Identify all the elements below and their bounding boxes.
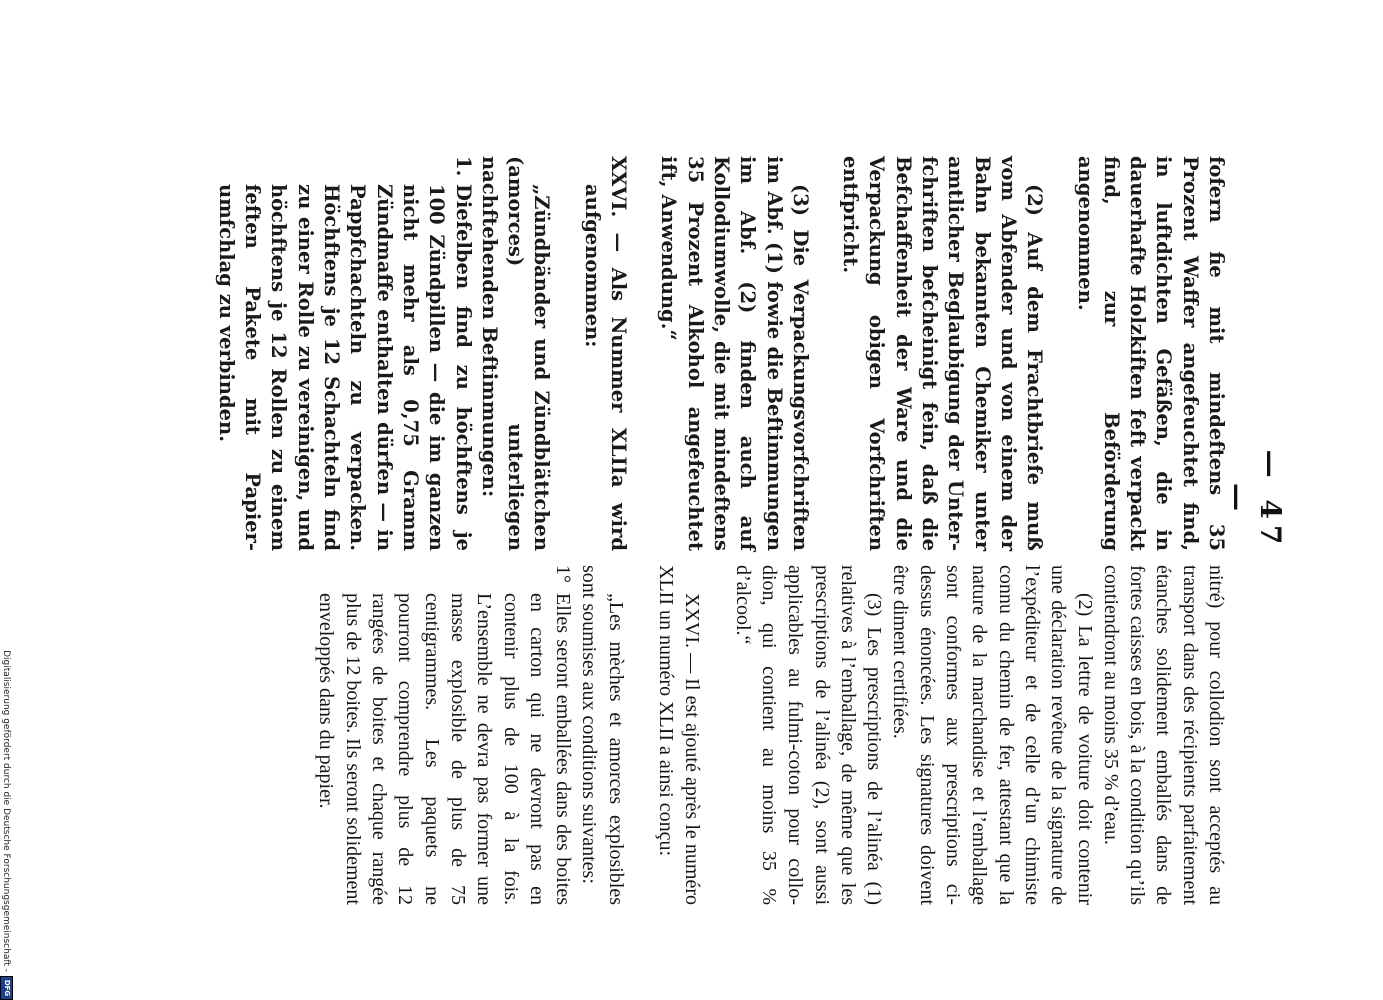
german-paragraph-5: „Zündbänder und Zündblättchen (amorces) unterliegen nachftehenden Beftimmungen: <box>477 156 554 551</box>
dfg-logo-icon: DFG <box>0 976 13 1000</box>
german-item-number: 1. <box>451 156 475 177</box>
french-column <box>313 565 1229 905</box>
french-paragraph-2: (2) La lettre de voiture doit contenir une déclaration revêtue de la signature de l’expéditeur et de celle d’un chimiste connu du chemin de fer, attestant que la nature de la marchandise et l’emballage sont conformes aux prescriptions ci-dessus énoncées. Les signatures doivent être diment certifiées. <box>889 565 1096 905</box>
page-number: — 47 — <box>1221 449 1287 551</box>
german-item-text: Diefelben find zu höchftens je 100 Zündpillen — die im ganzen nicht mehr als 0,75 Gramm Zündmaffe enthalten dürfen — in Pappfchachteln zu verpacken. Höchftens je 12 Schachteln find zu einer Rolle zu vereinigen, und höchftens je 12 Rollen zu einem feften Pakete mit Papierumfchlag zu verbinden. <box>214 184 475 551</box>
german-list-item <box>213 156 476 551</box>
german-paragraph-2: (2) Auf dem Frachtbriefe muß vom Abfender und von einem der Bahn bekannten Chemiker unter amtlicher Beglaubigung der Unterfchriften befcheinigt fein, daß die Befchaffenheit der Ware und die Verpackung obigen Vorfchriften entfpricht. <box>839 156 1047 551</box>
german-column <box>213 156 1229 551</box>
french-paragraph-5: „Les mèches et amorces explosibles sont soumises aux conditions suivantes: <box>578 565 627 905</box>
digitization-footer <box>0 0 13 1000</box>
french-list-item <box>313 565 576 905</box>
footer-text: Digitalisierung gefördert durch die Deutsche Forschungsgemeinschaft - <box>1 650 12 972</box>
german-paragraph-3: (3) Die Verpackungsvorfchriften im Abf. (1) fowie die Beftimmungen im Abf. (2) finden auch auf Kollodiumwolle, die mit mindeftens 35 Prozent Alkohol angefeuchtet ift, Anwendung.“ <box>657 156 812 551</box>
french-paragraph-3: (3) Les prescriptions de l’alinéa (1) relatives à l’emballage, de même que les prescriptions de l’alinéa (2), sont aussi applicables au fulmi-coton pour collodion, qui contient au moins 35 % d’alcool.“ <box>731 565 886 905</box>
german-section-heading: XXVI. — Als Nummer XLIIa wird aufgenommen: <box>580 156 631 551</box>
german-paragraph-1: fofern fie mit mindeftens 35 Prozent Waffer angefeuchtet find, in luftdichten Gefäßen, die in dauerhafte Holzkiften feft verpackt find, zur Beförderung angenommen. <box>1073 156 1228 551</box>
french-item-number: 1° <box>552 565 575 583</box>
french-item-text: Elles seront emballées dans des boites en carton qui ne devront pas en contenir plus de 100 à la fois. L’ensemble ne devra pas former une masse explosible de plus de 75 centigrammes. Les paquets ne pourront comprendre plus de 12 rangées de boites et chaque rangée plus de 12 boites. Ils seront solidement enveloppés dans du papier. <box>315 593 575 905</box>
french-paragraph-1: nitré) pour collodion sont acceptés au transport dans des récipients parfaitement étanches solidement emballés dans de fortes caisses en bois, à la condition qu’ils contiendront au moins 35 % d’eau. <box>1099 565 1227 905</box>
french-section-heading: XXVI. — Il est ajouté après le numéro XLII un numéro XLII a ainsi conçu: <box>655 565 704 905</box>
